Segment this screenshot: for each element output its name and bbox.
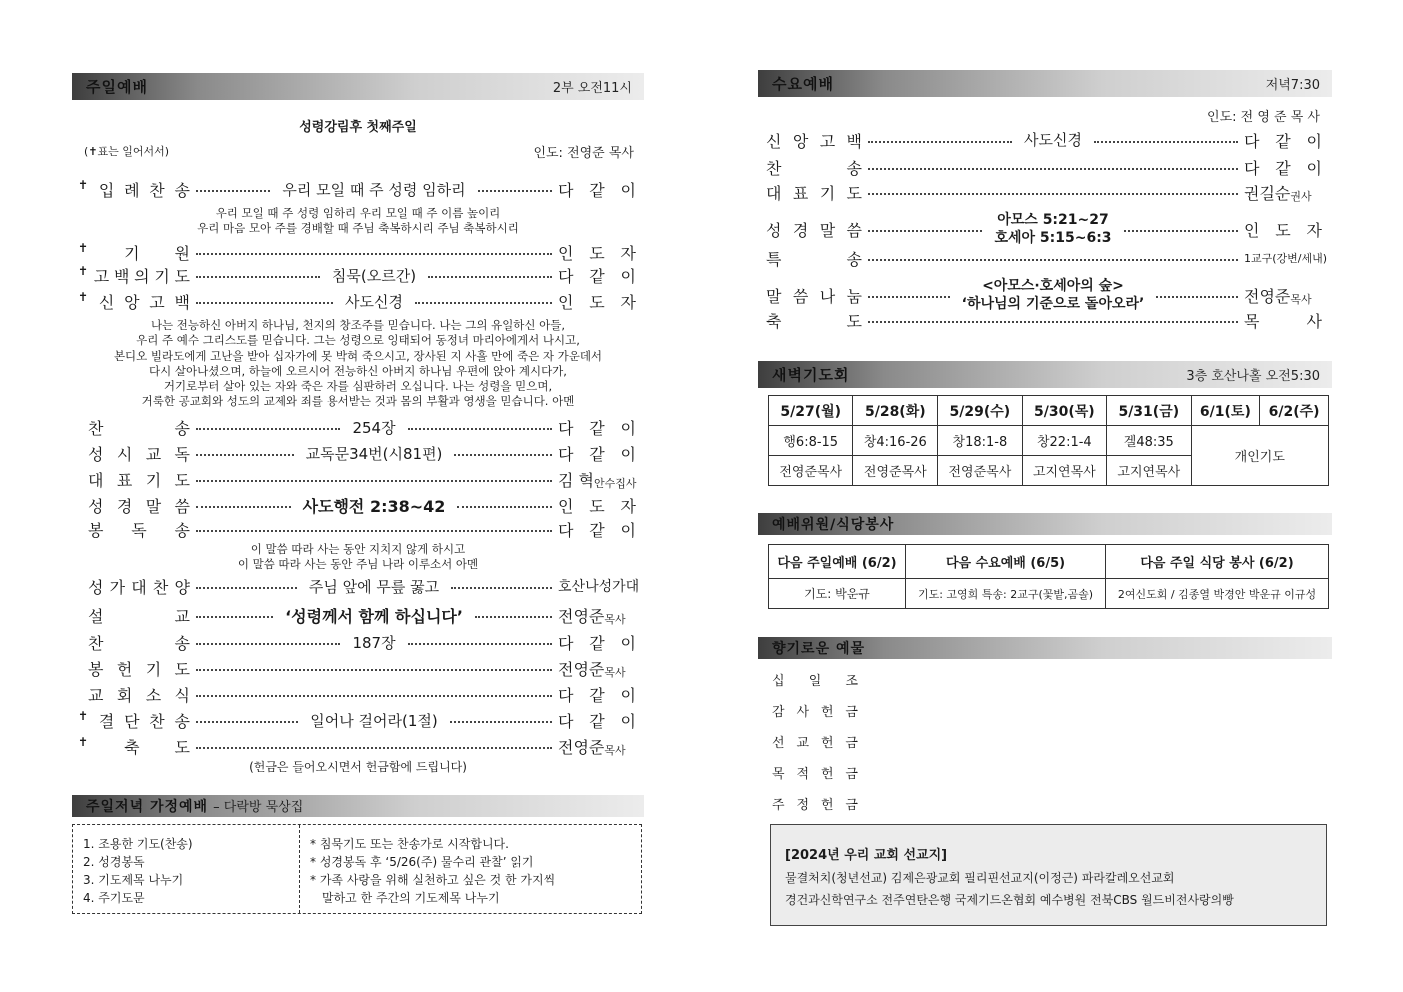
sunday-order-row bbox=[78, 682, 636, 706]
dawn-day-header: 5/29(수) bbox=[938, 396, 1022, 426]
dawn-info: 3층 호산나홀 오전5:30 bbox=[1186, 369, 1320, 384]
lyric-line: 우리 모일 때 주 성령 임하리 우리 모일 때 주 이름 높이리 bbox=[215, 206, 501, 220]
order-presenter: 다 같 이 bbox=[1244, 158, 1322, 178]
dawn-preacher: 전영준목사 bbox=[853, 456, 938, 486]
sunday-order-row bbox=[78, 574, 640, 598]
dot-leader bbox=[196, 302, 333, 304]
dot-leader bbox=[196, 721, 298, 723]
creed-line: 거기로부터 살아 있는 자와 죽은 자를 심판하러 오십니다. 나는 성령을 믿으며, bbox=[163, 379, 553, 394]
evening-step: 4. 주기도문 bbox=[83, 891, 145, 905]
order-content: 187장 bbox=[352, 633, 396, 652]
evening-title: 주일저녁 가정예배 bbox=[86, 799, 209, 815]
evening-step: 1. 조용한 기도(찬송) bbox=[83, 837, 193, 851]
order-label: 교 회 소 식 bbox=[88, 685, 190, 705]
standing-cross-icon: ✝ bbox=[78, 289, 89, 304]
sunday-order-row bbox=[78, 177, 636, 201]
order-content: 아모스 5:21~27 호세아 5:15~6:3 bbox=[994, 212, 1112, 246]
dot-leader bbox=[478, 190, 552, 192]
sunday-order-row bbox=[78, 467, 636, 491]
order-label: ✝ 기 원 bbox=[78, 240, 190, 263]
dawn-passage: 창22:1-4 bbox=[1022, 426, 1106, 456]
dot-leader bbox=[1124, 230, 1238, 232]
standing-cross-icon: ✝ bbox=[78, 177, 89, 192]
sunday-order-row bbox=[78, 656, 636, 680]
order-presenter: 인 도 자 bbox=[1244, 220, 1322, 240]
dot-leader bbox=[454, 454, 552, 456]
order-presenter: 인 도 자 bbox=[558, 243, 636, 263]
order-presenter: 김 혁 안수집사 bbox=[558, 470, 637, 490]
dot-leader bbox=[1094, 141, 1238, 143]
evening-header bbox=[72, 795, 644, 817]
standing-cross-icon: ✝ bbox=[78, 708, 89, 723]
order-label: 봉 독 송 bbox=[88, 520, 190, 540]
order-content: 254장 bbox=[352, 418, 396, 437]
dot-leader bbox=[196, 695, 552, 697]
order-label: 찬 송 bbox=[88, 418, 190, 438]
dawn-day-header: 6/2(주) bbox=[1260, 396, 1329, 426]
sunday-order-row bbox=[78, 708, 636, 732]
lyric-line: 우리 마음 모아 주를 경배할 때 주님 축복하시리 주님 축복하시리 bbox=[197, 221, 519, 235]
order-label: 성 시 교 독 bbox=[88, 444, 190, 464]
order-label: ✝ 입 례 찬 송 bbox=[78, 177, 190, 200]
dot-leader bbox=[450, 721, 552, 723]
order-label: ✝ 고 백 의 기 도 bbox=[78, 263, 190, 286]
dot-leader bbox=[475, 616, 552, 618]
standing-cross-icon: ✝ bbox=[78, 734, 89, 749]
sunday-order-row bbox=[78, 493, 636, 517]
dot-leader bbox=[1156, 296, 1238, 298]
order-label: 신 앙 고 백 bbox=[766, 131, 862, 151]
staff-header-cell: 다음 수요예배 (6/5) bbox=[906, 545, 1106, 579]
sunday-title: 주일예배 bbox=[86, 78, 148, 96]
order-presenter: 다 같 이 bbox=[558, 520, 636, 540]
dawn-preacher: 전영준목사 bbox=[938, 456, 1022, 486]
offering-item: 십 일 조 bbox=[772, 674, 858, 689]
order-label: 축 도 bbox=[766, 311, 862, 331]
dawn-table bbox=[768, 395, 1329, 486]
evening-steps bbox=[73, 825, 300, 913]
order-label: 말 씀 나 눔 bbox=[766, 286, 862, 306]
staff-header-cell: 다음 주일예배 (6/2) bbox=[769, 545, 906, 579]
sunday-order-row bbox=[78, 289, 636, 313]
standing-note: (✝표는 일어서서) bbox=[84, 145, 170, 158]
offering-header bbox=[758, 637, 1332, 659]
order-content: ‘성령께서 함께 하십니다’ bbox=[285, 606, 463, 626]
order-label: ✝ 축 도 bbox=[78, 734, 190, 757]
missions-title: [2024년 우리 교회 선교지] bbox=[785, 848, 948, 863]
wednesday-leader: 인도: 전 영 준 목 사 bbox=[1207, 110, 1320, 125]
order-presenter: 다 같 이 bbox=[558, 418, 636, 438]
dot-leader bbox=[451, 587, 552, 589]
dot-leader bbox=[196, 190, 270, 192]
order-label: 성 가 대 찬 양 bbox=[88, 577, 190, 597]
order-label: 설 교 bbox=[88, 606, 190, 626]
order-content: 우리 모일 때 주 성령 임하리 bbox=[282, 180, 466, 199]
dot-leader bbox=[868, 193, 1238, 195]
evening-box bbox=[72, 824, 642, 914]
order-presenter: 전영준 목사 bbox=[1244, 286, 1312, 306]
order-presenter: 전영준 목사 bbox=[558, 737, 626, 757]
order-presenter: 1교구(강변/세내) bbox=[1244, 252, 1328, 265]
evening-subtitle: – 다락방 묵상집 bbox=[213, 800, 304, 815]
sunday-order-row bbox=[78, 603, 636, 627]
dot-leader bbox=[196, 480, 552, 482]
order-label: ✝ 신 앙 고 백 bbox=[78, 289, 190, 312]
dawn-day-header: 5/28(화) bbox=[853, 396, 938, 426]
dot-leader bbox=[196, 587, 297, 589]
dawn-passage: 창18:1-8 bbox=[938, 426, 1022, 456]
order-label: 봉 헌 기 도 bbox=[88, 659, 190, 679]
dawn-header bbox=[758, 361, 1332, 388]
response-lyrics bbox=[72, 542, 644, 572]
evening-title-wrap bbox=[86, 796, 303, 816]
wednesday-order-row bbox=[766, 180, 1322, 204]
dawn-day-header: 5/31(금) bbox=[1107, 396, 1191, 426]
dawn-personal-prayer: 개인기도 bbox=[1191, 426, 1328, 486]
order-presenter: 다 같 이 bbox=[558, 266, 636, 286]
sunday-order-row bbox=[78, 517, 636, 541]
offering-item: 선 교 헌 금 bbox=[772, 736, 858, 751]
dawn-day-header: 5/30(목) bbox=[1022, 396, 1106, 426]
dot-leader bbox=[408, 428, 552, 430]
offering-item: 감 사 헌 금 bbox=[772, 705, 858, 720]
wednesday-order-row bbox=[766, 128, 1322, 152]
order-presenter: 인 도 자 bbox=[558, 496, 636, 516]
staff-value-cell: 2여신도회 / 김종열 박경안 박운규 이규성 bbox=[1106, 579, 1329, 609]
offering-title: 향기로운 예물 bbox=[772, 641, 866, 657]
order-content: 사도신경 bbox=[345, 292, 403, 311]
dot-leader bbox=[408, 643, 552, 645]
order-label: 대 표 기 도 bbox=[88, 470, 190, 490]
apostles-creed bbox=[72, 318, 644, 410]
staff-value-cell: 기도: 고영희 특송: 2교구(꽃밭,곰솔) bbox=[906, 579, 1106, 609]
order-presenter: 권길순 권사 bbox=[1244, 183, 1312, 203]
sunday-order-row bbox=[78, 734, 636, 758]
sunday-order-row bbox=[78, 240, 636, 264]
dawn-day-header: 5/27(월) bbox=[769, 396, 853, 426]
creed-line: 나는 전능하신 아버지 하나님, 천지의 창조주를 믿습니다. 나는 그의 유일하신 아들, bbox=[150, 318, 566, 332]
order-label: 특 송 bbox=[766, 249, 862, 269]
order-content: 일어나 걸어라(1절) bbox=[310, 711, 438, 730]
order-presenter: 다 같 이 bbox=[558, 633, 636, 653]
wednesday-order-row bbox=[766, 246, 1328, 270]
hymn-lyrics bbox=[72, 206, 644, 236]
dot-leader bbox=[868, 168, 1238, 170]
order-presenter: 다 같 이 bbox=[558, 444, 637, 464]
missions-box bbox=[770, 824, 1327, 926]
order-content: <아모스·호세아의 숲> ‘하나님의 기준으로 돌아오라’ bbox=[961, 278, 1145, 312]
order-label: 성 경 말 씀 bbox=[88, 496, 190, 516]
order-presenter: 다 같 이 bbox=[1244, 131, 1322, 151]
staff-header bbox=[758, 513, 1332, 535]
wednesday-order-row bbox=[766, 155, 1322, 179]
evening-note: 말하고 한 주간의 기도제목 나누기 bbox=[322, 891, 500, 905]
order-presenter: 인 도 자 bbox=[558, 292, 636, 312]
dot-leader bbox=[196, 276, 320, 278]
dot-leader bbox=[415, 302, 552, 304]
dot-leader bbox=[868, 296, 950, 298]
sunday-leader: 인도: 전영준 목사 bbox=[533, 146, 634, 161]
evening-note: * 성경봉독 후 ‘5/26(주) 물수리 관찰’ 읽기 bbox=[310, 855, 534, 869]
order-presenter: 전영준 목사 bbox=[558, 606, 626, 626]
dawn-preacher: 고지연목사 bbox=[1022, 456, 1106, 486]
order-label: ✝ 결 단 찬 송 bbox=[78, 708, 190, 731]
order-presenter: 호산나성가대 bbox=[558, 579, 640, 595]
creed-line: 다시 살아나셨으며, 하늘에 오르시어 전능하신 아버지 하나님 우편에 앉아 계시다가, bbox=[149, 363, 567, 378]
dot-leader bbox=[868, 259, 1238, 261]
dot-leader bbox=[196, 669, 552, 671]
dot-leader bbox=[196, 643, 340, 645]
sunday-header bbox=[72, 73, 644, 100]
dot-leader bbox=[196, 530, 552, 532]
sunday-order-row bbox=[78, 263, 636, 287]
dawn-passage: 창4:16-26 bbox=[853, 426, 938, 456]
order-label: 찬 송 bbox=[766, 158, 862, 178]
order-label: 대 표 기 도 bbox=[766, 183, 862, 203]
evening-notes bbox=[300, 825, 641, 913]
sunday-theme: 성령강림후 첫째주일 bbox=[299, 120, 417, 135]
order-content: 사도신경 bbox=[1024, 131, 1082, 149]
wednesday-time: 저녁7:30 bbox=[1265, 78, 1320, 93]
order-content: 사도행전 2:38~42 bbox=[302, 496, 446, 516]
offering-note: (헌금은 들어오시면서 헌금함에 드립니다) bbox=[249, 760, 467, 774]
order-presenter: 목 사 bbox=[1244, 311, 1322, 331]
wednesday-title: 수요예배 bbox=[772, 75, 834, 93]
creed-line: 우리 주 예수 그리스도를 믿습니다. 그는 성령으로 잉태되어 동정녀 마리아에게서 나시고, bbox=[136, 333, 580, 348]
missions-line: 물결처치(청년선교) 김제은광교회 필리핀선교지(이정근) 파라칼레오선교회 bbox=[785, 871, 1175, 885]
response-line: 이 말씀 따라 사는 동안 지치지 않게 하시고 bbox=[250, 542, 466, 556]
wednesday-header bbox=[758, 70, 1332, 97]
dot-leader bbox=[196, 747, 552, 749]
evening-step: 2. 성경봉독 bbox=[83, 855, 145, 869]
offering-item: 주 정 헌 금 bbox=[772, 798, 858, 813]
sunday-order-row bbox=[78, 630, 636, 654]
order-presenter: 다 같 이 bbox=[558, 180, 637, 200]
dot-leader bbox=[868, 230, 982, 232]
order-content: 주님 앞에 무릎 꿇고 bbox=[308, 577, 440, 596]
wednesday-order-row bbox=[766, 308, 1322, 332]
staff-header-cell: 다음 주일 식당 봉사 (6/2) bbox=[1106, 545, 1329, 579]
creed-line: 거룩한 공교회와 성도의 교제와 죄를 용서받는 것과 몸의 부활과 영생을 믿습니다. 아멘 bbox=[141, 394, 575, 409]
order-presenter: 다 같 이 bbox=[558, 711, 637, 731]
dawn-preacher: 전영준목사 bbox=[769, 456, 853, 486]
dot-leader bbox=[868, 321, 1238, 323]
offering-item: 목 적 헌 금 bbox=[772, 767, 858, 782]
response-line: 이 말씀 따라 사는 동안 주님 나라 이루소서 아멘 bbox=[237, 557, 479, 571]
sunday-order-row bbox=[78, 415, 636, 439]
order-label: 찬 송 bbox=[88, 633, 190, 653]
order-content: 침묵(오르간) bbox=[331, 266, 417, 285]
dot-leader bbox=[868, 141, 1012, 143]
dawn-day-header: 6/1(토) bbox=[1191, 396, 1260, 426]
dot-leader bbox=[196, 253, 552, 255]
staff-title: 예배위원/식당봉사 bbox=[772, 517, 895, 533]
order-presenter: 다 같 이 bbox=[558, 685, 636, 705]
dot-leader bbox=[457, 506, 552, 508]
wednesday-order-row bbox=[766, 211, 1322, 247]
evening-note: * 가족 사랑을 위해 실천하고 싶은 것 한 가지씩 bbox=[310, 873, 556, 887]
dawn-passage: 행6:8-15 bbox=[769, 426, 853, 456]
standing-cross-icon: ✝ bbox=[78, 263, 89, 278]
evening-note: * 침묵기도 또는 찬송가로 시작합니다. bbox=[310, 837, 509, 851]
standing-cross-icon: ✝ bbox=[78, 240, 89, 255]
dot-leader bbox=[428, 276, 552, 278]
dawn-passage: 겔48:35 bbox=[1107, 426, 1191, 456]
order-presenter: 전영준 목사 bbox=[558, 659, 626, 679]
missions-line: 경건과신학연구소 전주연탄은행 국제기드온협회 예수병원 전북CBS 월드비전사랑의빵 bbox=[785, 893, 1234, 907]
sunday-order-row bbox=[78, 441, 636, 465]
evening-step: 3. 기도제목 나누기 bbox=[83, 873, 184, 887]
creed-line: 본디오 빌라도에게 고난을 받아 십자가에 못 박혀 죽으시고, 장사된 지 사흘 만에 죽은 자 가운데서 bbox=[113, 348, 603, 363]
staff-value-cell: 기도: 박운규 bbox=[769, 579, 906, 609]
sunday-time: 2부 오전11시 bbox=[552, 81, 632, 96]
dot-leader bbox=[196, 454, 294, 456]
staff-table bbox=[768, 544, 1329, 609]
order-content: 교독문34번(시81편) bbox=[305, 444, 443, 463]
dot-leader bbox=[196, 616, 273, 618]
dot-leader bbox=[196, 506, 291, 508]
dawn-preacher: 고지연목사 bbox=[1107, 456, 1191, 486]
dot-leader bbox=[196, 428, 340, 430]
dawn-title: 새벽기도회 bbox=[772, 366, 850, 384]
order-label: 성 경 말 씀 bbox=[766, 220, 862, 240]
